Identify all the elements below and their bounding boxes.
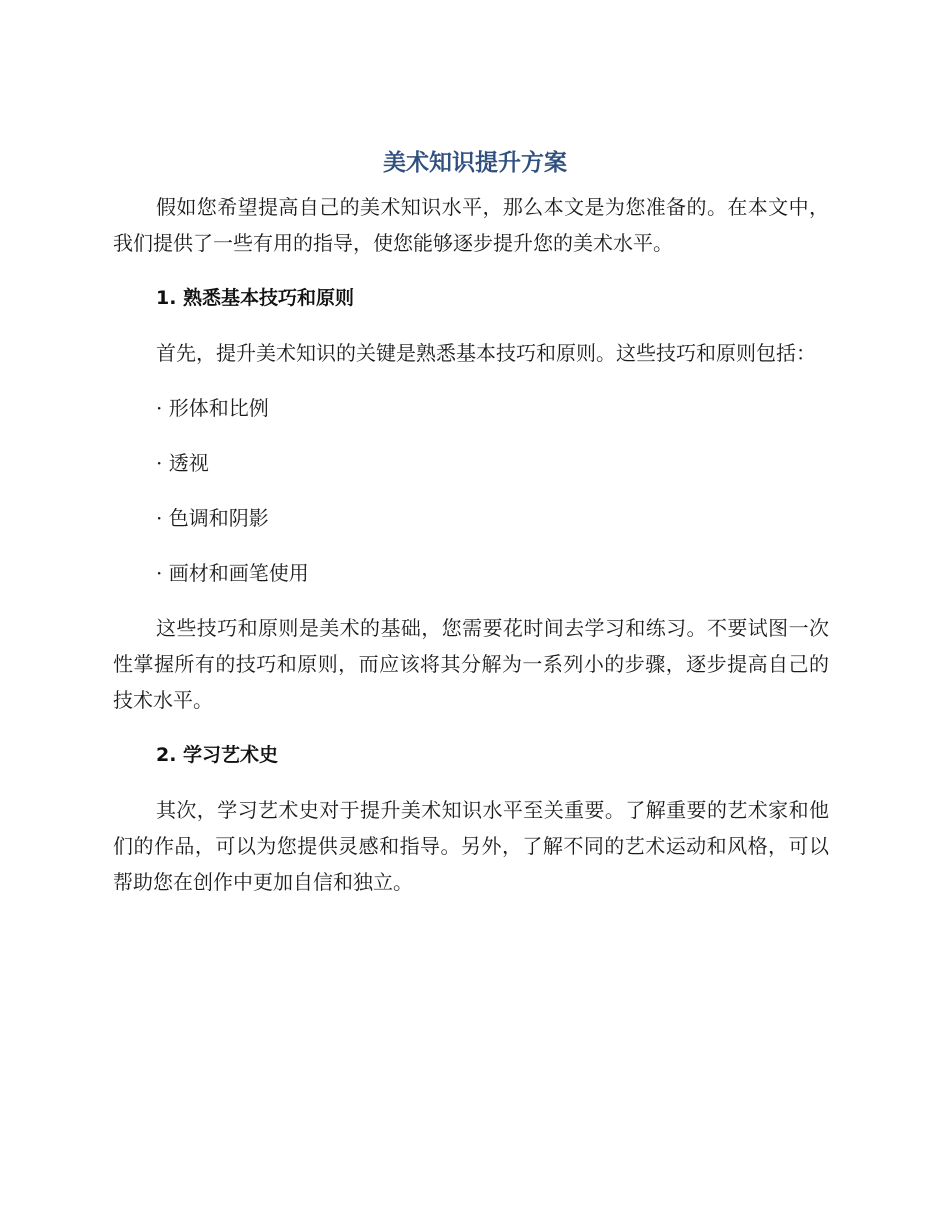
intro-paragraph: 假如您希望提高自己的美术知识水平，那么本文是为您准备的。在本文中，我们提供了一些有用的指导，使您能够逐步提升您的美术水平。 [113, 195, 829, 255]
section-1-lead-paragraph: 首先，提升美术知识的关键是熟悉基本技巧和原则。这些技巧和原则包括： [156, 341, 816, 365]
bullet-item: · 色调和阴影 [156, 506, 269, 530]
bullet-item: · 画材和画笔使用 [156, 561, 309, 585]
section-heading-1: 1. 熟悉基本技巧和原则 [156, 287, 355, 309]
document-body [113, 189, 829, 900]
section-1-follow-paragraph: 这些技巧和原则是美术的基础，您需要花时间去学习和练习。不要试图一次性掌握所有的技巧和原则，而应该将其分解为一系列小的步骤，逐步提高自己的技术水平。 [113, 616, 829, 712]
bullet-item: · 形体和比例 [156, 396, 269, 420]
section-2-lead-paragraph: 其次，学习艺术史对于提升美术知识水平至关重要。了解重要的艺术家和他们的作品，可以为您提供灵感和指导。另外，了解不同的艺术运动和风格，可以帮助您在创作中更加自信和独立。 [113, 798, 829, 894]
bullet-item: · 透视 [156, 451, 209, 475]
page-title: 美术知识提升方案 [383, 150, 567, 176]
section-heading-2: 2. 学习艺术史 [156, 744, 279, 766]
